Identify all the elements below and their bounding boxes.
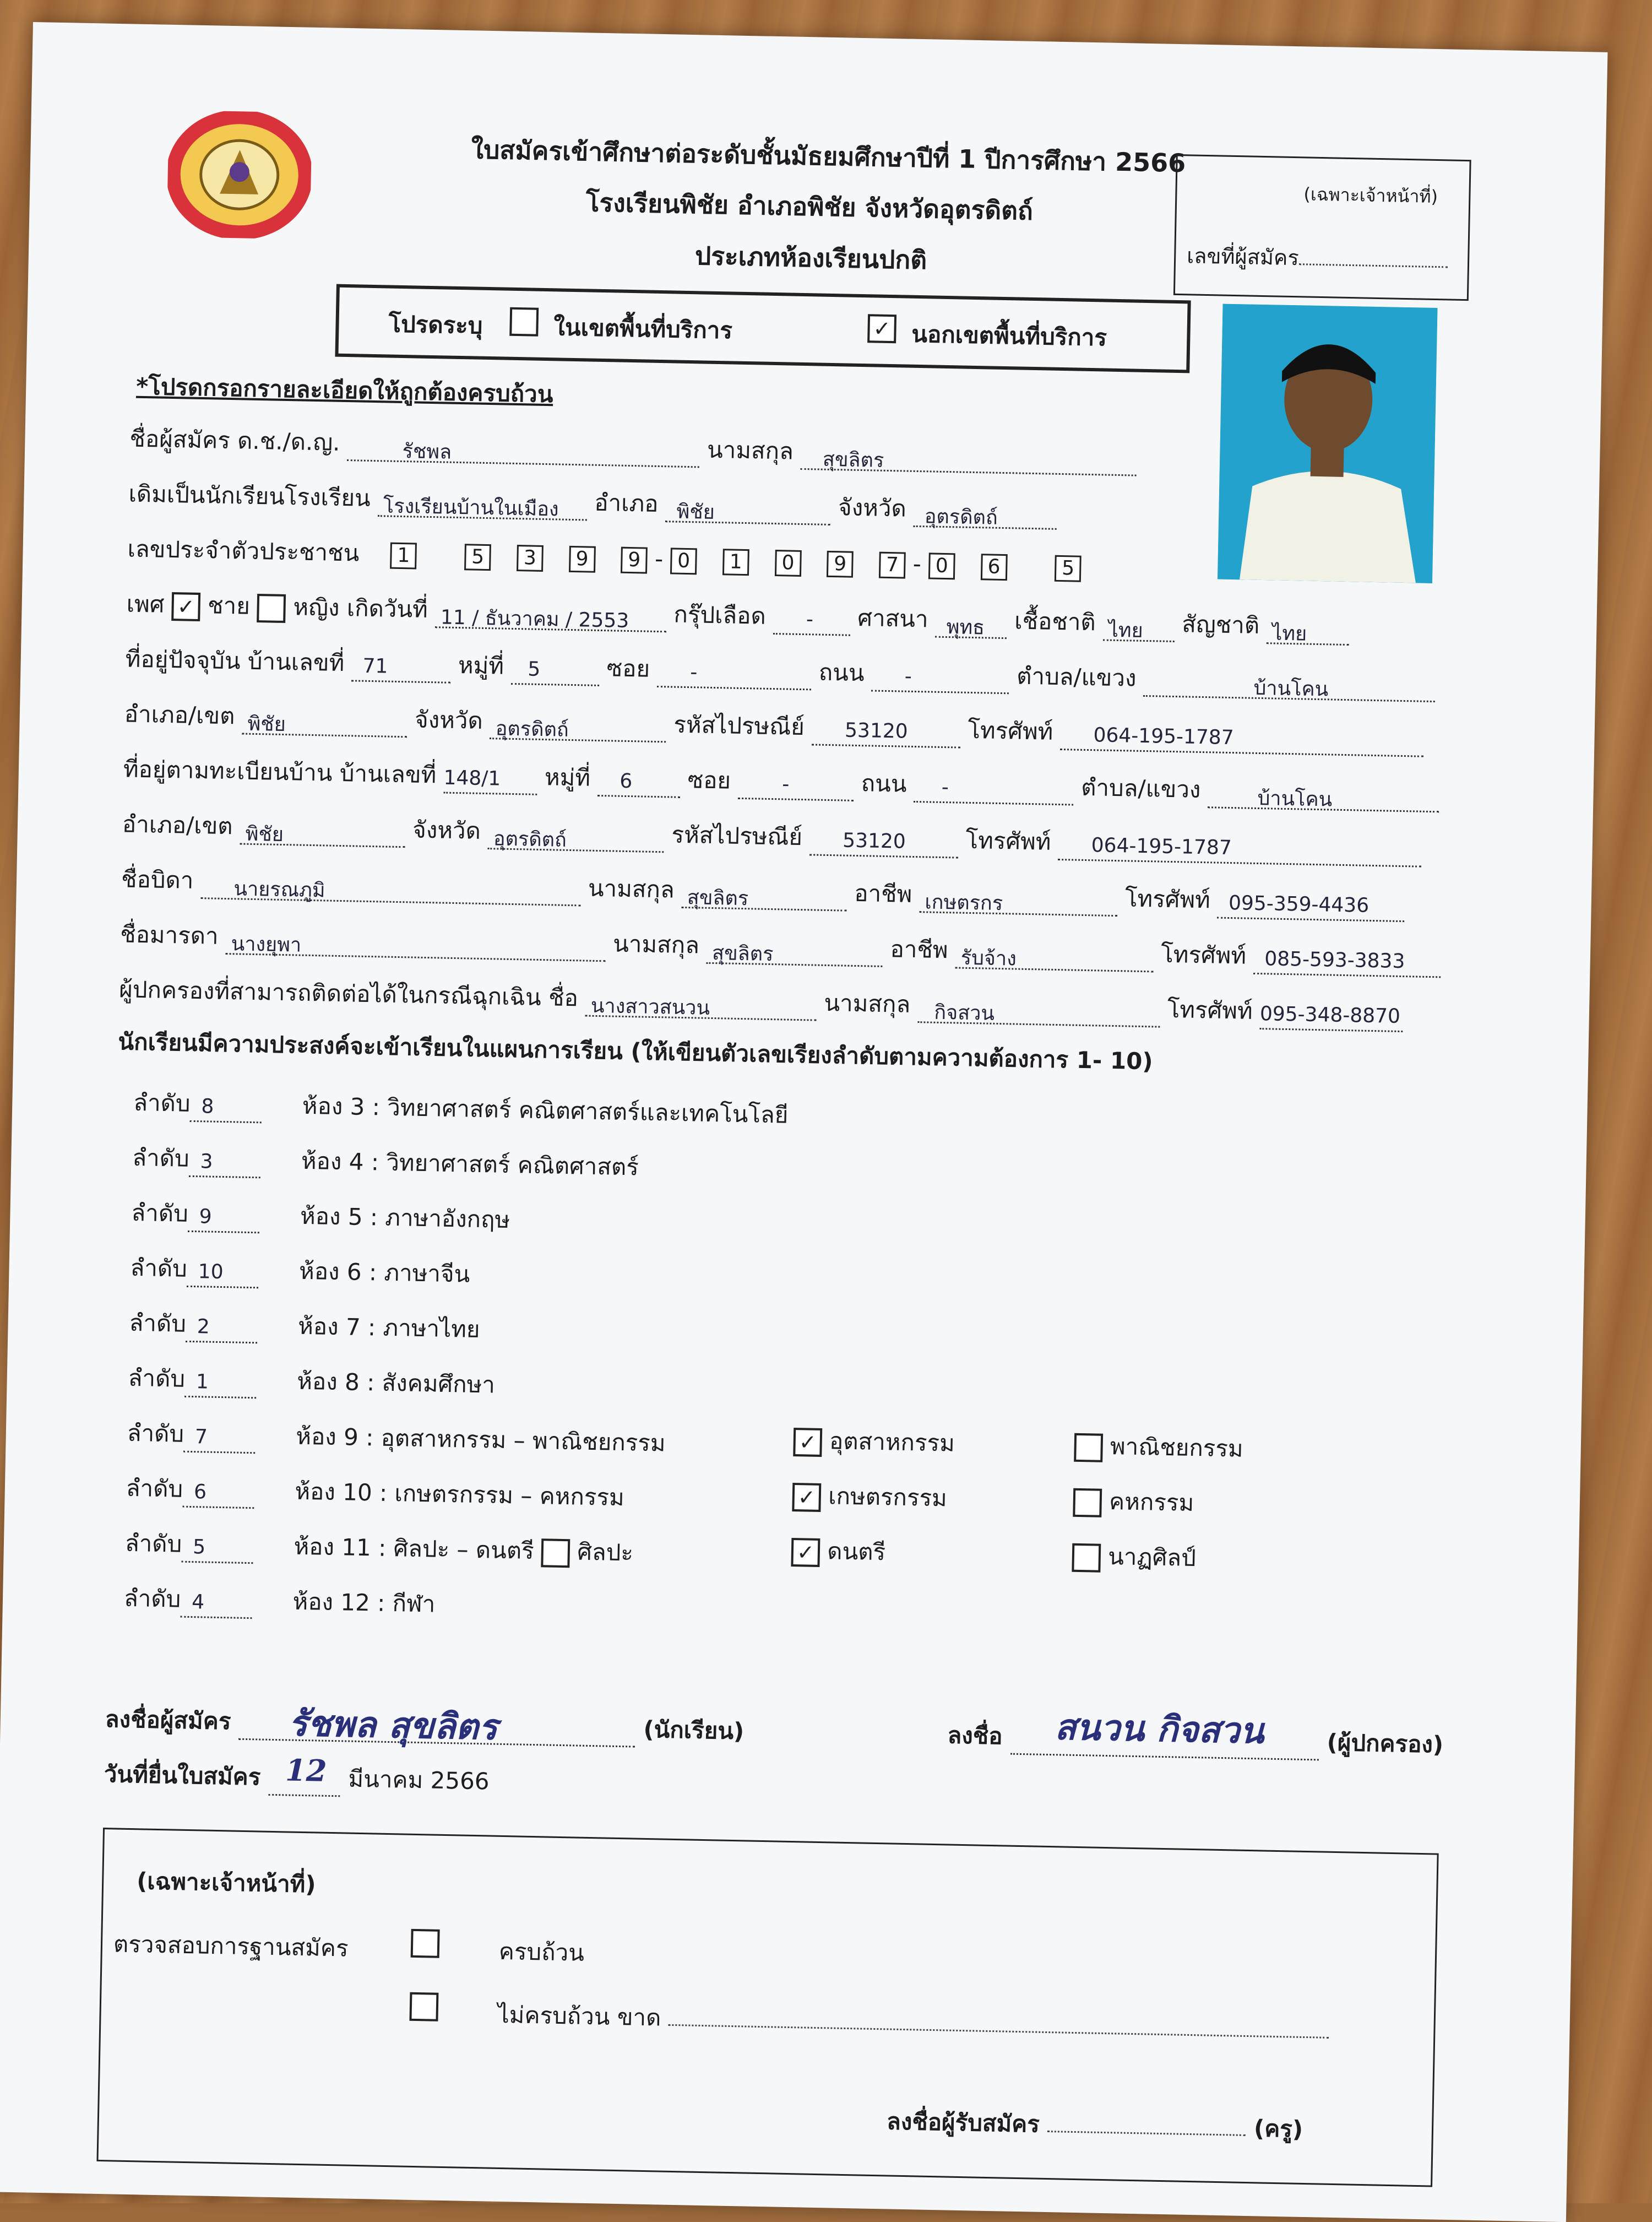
registered-province-field[interactable] [488, 826, 665, 853]
rank-value: 10 [198, 1260, 224, 1284]
mother-phone-field[interactable] [1253, 947, 1441, 978]
rank-value: 5 [192, 1536, 206, 1559]
registered-phone-value: 064-195-1787 [1091, 834, 1232, 860]
art-checkbox[interactable] [541, 1538, 570, 1568]
registered-amphoe-label: อำเภอ/เขต [122, 810, 233, 840]
room-name: ห้อง 9 : อุตสาหกรรม – พาณิชยกรรม [295, 1422, 666, 1457]
registered-amphoe-field[interactable] [240, 821, 405, 848]
rank-label: ลำดับ [129, 1309, 187, 1337]
race-field[interactable] [1102, 617, 1175, 642]
commerce-checkbox[interactable] [1074, 1433, 1103, 1462]
rank-value: 7 [194, 1426, 208, 1449]
mother-job-value: รับจ้าง [960, 946, 1017, 971]
current-house-no-value: 71 [362, 654, 388, 678]
rank-field[interactable] [188, 1205, 260, 1233]
guardian-name-field[interactable] [585, 993, 817, 1021]
id-separator: - [654, 545, 664, 573]
father-job-field[interactable] [919, 889, 1118, 917]
rank-field[interactable] [183, 1481, 255, 1509]
registered-house-no-field[interactable] [443, 766, 537, 795]
current-postcode-field[interactable] [812, 719, 961, 748]
applicant-signature-label: ลงชื่อผู้สมัคร [105, 1705, 231, 1735]
guardian-label: ผู้ปกครองที่สามารถติดต่อได้ในกรณีฉุกเฉิน ชื่อ [118, 975, 579, 1012]
complete-checkbox[interactable] [411, 1929, 440, 1958]
rank-label: ลำดับ [130, 1254, 188, 1282]
father-name-value: นายรณภูมิ [233, 877, 325, 902]
school-province-label: จังหวัด [838, 494, 907, 522]
registered-moo-field[interactable] [597, 769, 681, 798]
registered-tambon-label: ตำบล/แขวง [1080, 773, 1201, 803]
father-surname-label: นามสกุล [588, 874, 675, 903]
id-digit-box[interactable]: 9 [827, 550, 854, 577]
guardian-surname-label: นามสกุล [824, 989, 911, 1018]
birth-date-label: เกิดวันที่ [346, 594, 428, 623]
study-plan-heading: นักเรียนมีความประสงค์จะเข้าเรียนในแผนการเรียน (ให้เขียนตัวเลขเรียงลำดับตามความต้องการ 1- 10) [118, 1028, 1154, 1075]
father-name-field[interactable] [200, 875, 581, 906]
mother-name-value: นางยุพา [231, 933, 302, 957]
id-digit-box[interactable]: 1 [722, 549, 749, 576]
current-phone-value: 064-195-1787 [1093, 724, 1234, 750]
registered-tambon-field[interactable] [1208, 784, 1439, 812]
thai-dance-label: นาฏศิลป์ [1107, 1542, 1197, 1572]
registered-address-row2 [122, 806, 1422, 867]
female-label: หญิง [293, 593, 340, 621]
blood-group-field[interactable] [773, 608, 850, 636]
form-title-line2: โรงเรียนพิชัย อำเภอพิชัย จังหวัดอุตรดิตถ์ [585, 187, 1034, 226]
rank-field[interactable] [182, 1536, 254, 1564]
registered-amphoe-value: พิชัย [245, 822, 284, 847]
mother-surname-field[interactable] [707, 940, 883, 967]
school-province-value: อุตรดิตถ์ [924, 505, 998, 529]
option-commerce [1074, 1428, 1243, 1467]
school-amphoe-value: พิชัย [676, 500, 715, 524]
room-name: ห้อง 4 : วิทยาศาสตร์ คณิตศาสตร์ [301, 1147, 639, 1181]
father-job-label: อาชีพ [854, 879, 912, 908]
current-road-label: ถนน [818, 658, 865, 687]
registered-road-field[interactable] [914, 776, 1074, 806]
room-name: ห้อง 11 : ศิลปะ – ดนตรี [294, 1532, 535, 1564]
school-seal-logo [167, 110, 312, 240]
applicant-name-row [129, 421, 1137, 476]
guardian-role: (ผู้ปกครอง) [1327, 1728, 1444, 1758]
school-amphoe-field[interactable] [665, 498, 831, 525]
document-check-label: ตรวจสอบการฐานสมัคร [113, 1930, 349, 1962]
option-music [791, 1532, 885, 1570]
female-checkbox[interactable] [257, 594, 286, 623]
rank-label: ลำดับ [123, 1584, 181, 1613]
guardian-phone-field[interactable] [1259, 1002, 1403, 1032]
mother-phone-label: โทรศัพท์ [1160, 940, 1247, 969]
id-digit-box[interactable]: 5 [1055, 555, 1082, 582]
guardian-signature-field[interactable] [1010, 1706, 1319, 1761]
registered-postcode-field[interactable] [809, 829, 959, 858]
mother-row [120, 916, 1441, 978]
incomplete-checkbox[interactable] [409, 1992, 438, 2022]
rank-label: ลำดับ [128, 1364, 186, 1392]
agriculture-label: เกษตรกรรม [828, 1482, 948, 1512]
application-day-field[interactable] [268, 1752, 340, 1797]
mother-phone-value: 085-593-3833 [1264, 947, 1405, 973]
commerce-label: พาณิชยกรรม [1110, 1433, 1244, 1462]
previous-school-field[interactable] [378, 493, 588, 521]
id-digit-box[interactable]: 0 [928, 552, 955, 579]
applicant-signature-row [105, 1701, 745, 1749]
rank-value: 6 [193, 1481, 207, 1504]
rank-value: 1 [195, 1370, 209, 1394]
rank-field[interactable] [189, 1150, 261, 1178]
previous-school-label: เดิมเป็นนักเรียนโรงเรียน [128, 480, 371, 512]
rank-label: ลำดับ [124, 1529, 182, 1558]
father-phone-value: 095-359-4436 [1228, 891, 1370, 917]
complete-label: ครบถ้วน [498, 1937, 585, 1966]
registered-address-row1 [123, 751, 1439, 812]
race-label: เชื้อชาติ [1014, 607, 1096, 636]
registered-moo-label: หมู่ที่ [544, 763, 591, 792]
plan-item [126, 1470, 624, 1516]
current-province-field[interactable] [490, 716, 666, 743]
staff-use-box [96, 1828, 1438, 2187]
form-title-line3: ประเภทห้องเรียนปกติ [694, 241, 927, 275]
mother-job-field[interactable] [955, 945, 1154, 972]
father-phone-label: โทรศัพท์ [1124, 885, 1211, 914]
current-tambon-label: ตำบล/แขวง [1016, 662, 1137, 692]
surname-field[interactable] [801, 446, 1137, 476]
current-postcode-value: 53120 [844, 719, 909, 743]
rank-label: ลำดับ [127, 1419, 184, 1448]
incomplete-label: ไม่ครบถ้วน ขาด [497, 2001, 661, 2031]
registered-road-value: - [941, 776, 949, 799]
registered-road-label: ถนน [861, 769, 907, 798]
receiver-signature-label: ลงชื่อผู้รับสมัคร [886, 2107, 1040, 2138]
industry-checkbox[interactable]: ✓ [793, 1427, 822, 1456]
plan-item [131, 1195, 510, 1238]
id-digit-box[interactable]: 5 [464, 544, 491, 571]
form-title-line1: ใบสมัครเข้าศึกษาต่อระดับชั้นมัธยมศึกษาปีที่ 1 ปีการศึกษา 2566 [471, 134, 1186, 178]
mother-surname-value: สุขลิตร [711, 941, 774, 966]
incomplete-row [497, 1997, 1329, 2049]
first-name-field[interactable] [347, 437, 700, 468]
inside-area-checkbox[interactable] [509, 307, 539, 337]
plan-item [127, 1415, 666, 1462]
industry-label: อุตสาหกรรม [829, 1427, 955, 1457]
registered-moo-value: 6 [619, 769, 633, 793]
staff-box-title: (เฉพาะเจ้าหน้าที่) [136, 1867, 317, 1898]
rank-value: 9 [199, 1205, 212, 1228]
service-area-box [335, 284, 1191, 373]
home-economics-label: คหกรรม [1108, 1488, 1194, 1516]
current-moo-field[interactable] [511, 658, 600, 686]
plan-item [133, 1085, 789, 1134]
room-name: ห้อง 8 : สังคมศึกษา [296, 1367, 496, 1399]
id-separator: - [912, 550, 922, 578]
current-address-row2 [124, 696, 1424, 757]
rank-field[interactable] [184, 1370, 257, 1399]
room-name: ห้อง 7 : ภาษาไทย [297, 1312, 480, 1343]
guardian-surname-field[interactable] [917, 999, 1160, 1027]
surname-value: สุขลิตร [822, 448, 884, 472]
music-checkbox[interactable]: ✓ [791, 1537, 820, 1567]
id-digit-box[interactable]: 7 [879, 551, 906, 578]
first-name-value: รัชพล [402, 440, 452, 464]
receiver-signature-field[interactable] [1047, 2131, 1246, 2136]
registered-tambon-value: บ้านโคน [1257, 787, 1333, 811]
rank-field[interactable] [187, 1260, 259, 1288]
guardian-signature-row [947, 1706, 1444, 1763]
rank-value: 2 [197, 1315, 210, 1338]
application-month-year: มีนาคม 2566 [348, 1765, 490, 1795]
registered-province-label: จังหวัด [412, 816, 481, 844]
official-box-title: (เฉพาะเจ้าหน้าที่) [1303, 183, 1438, 208]
plan-item [129, 1305, 480, 1348]
plan-item [123, 1580, 436, 1623]
current-amphoe-value: พิชัย [247, 712, 286, 736]
registered-phone-label: โทรศัพท์ [965, 826, 1051, 855]
home-economics-checkbox[interactable] [1073, 1488, 1102, 1517]
guardian-phone-value: 095-348-8870 [1259, 1002, 1401, 1028]
current-address-row1 [125, 641, 1436, 702]
applicant-name-label: ชื่อผู้สมัคร ด.ช./ด.ญ. [129, 425, 340, 456]
current-house-no-field[interactable] [351, 654, 451, 683]
registered-soi-field[interactable] [738, 773, 854, 801]
rank-label: ลำดับ [126, 1474, 183, 1503]
agriculture-checkbox[interactable]: ✓ [792, 1482, 821, 1511]
registered-soi-value: - [781, 773, 790, 796]
application-form-sheet [0, 22, 1607, 2222]
previous-school-value: โรงเรียนบ้านในเมือง [383, 495, 559, 521]
religion-value: พุทธ [946, 616, 985, 639]
surname-label: นามสกุล [707, 436, 794, 465]
nationality-field[interactable] [1267, 620, 1350, 646]
option-agriculture [792, 1477, 947, 1516]
mother-label: ชื่อมารดา [119, 920, 219, 950]
current-soi-value: - [689, 661, 698, 684]
applicant-signature-field[interactable] [238, 1703, 635, 1748]
application-date-label: วันที่ยื่นใบสมัคร [104, 1760, 261, 1791]
official-use-box [1173, 154, 1471, 301]
father-job-value: เกษตรกร [925, 891, 1003, 915]
option-home-economics [1073, 1483, 1194, 1521]
applicant-number-label: เลขที่ผู้สมัคร [1187, 239, 1448, 277]
id-digit-box[interactable]: 0 [775, 550, 802, 577]
current-amphoe-field[interactable] [242, 711, 407, 738]
current-tambon-value: บ้านโคน [1253, 676, 1329, 701]
outside-area-checkbox[interactable]: ✓ [867, 314, 896, 343]
blood-group-value: - [806, 608, 814, 631]
religion-label: ศาสนา [857, 604, 929, 633]
room-name: ห้อง 10 : เกษตรกรรม – คหกรรม [295, 1477, 625, 1511]
guardian-phone-label: โทรศัพท์ [1167, 995, 1253, 1025]
religion-field[interactable] [935, 614, 1007, 639]
current-tambon-field[interactable] [1143, 673, 1436, 702]
applicant-photo [1218, 304, 1438, 583]
registered-province-value: อุตรดิตถ์ [493, 827, 567, 852]
receiver-role: (ครู) [1253, 2115, 1303, 2143]
inside-area-label: ในเขตพื้นที่บริการ [553, 313, 733, 344]
current-address-label: ที่อยู่ปัจจุบัน บ้านเลขที่ [125, 645, 345, 677]
mother-job-label: อาชีพ [890, 935, 949, 964]
rank-field[interactable] [186, 1315, 258, 1343]
gender-label: เพศ [126, 590, 165, 618]
race-value: ไทย [1108, 619, 1144, 642]
birth-date-field[interactable] [435, 604, 667, 632]
current-amphoe-label: อำเภอ/เขต [124, 700, 235, 730]
father-row [121, 861, 1405, 922]
father-label: ชื่อบิดา [121, 865, 194, 894]
school-amphoe-label: อำเภอ [594, 489, 659, 517]
guardian-signature: สนวน กิจสวน [1054, 1706, 1264, 1752]
male-label: ชาย [207, 592, 251, 620]
guardian-surname-value: กิจสวน [933, 1001, 995, 1025]
current-moo-value: 5 [527, 658, 541, 681]
rank-value: 3 [200, 1150, 213, 1173]
thai-dance-checkbox[interactable] [1072, 1543, 1101, 1572]
plan-item [132, 1140, 639, 1186]
missing-items-field[interactable] [669, 2024, 1329, 2039]
rank-label: ลำดับ [132, 1143, 190, 1172]
guardian-name-value: นางสาวสนวน [590, 994, 710, 1020]
id-digit-box[interactable]: 1 [390, 542, 417, 569]
rank-label: ลำดับ [133, 1088, 191, 1117]
id-digit-box[interactable]: 9 [569, 545, 596, 572]
current-province-value: อุตรดิตถ์ [495, 717, 569, 741]
mother-name-field[interactable] [225, 931, 606, 962]
national-id-label: เลขประจำตัวประชาชน [127, 535, 360, 567]
room-name: ห้อง 6 : ภาษาจีน [298, 1257, 470, 1288]
applicant-signature: รัชพล สุขลิตร [288, 1703, 498, 1748]
plan-item [130, 1250, 470, 1293]
current-soi-field[interactable] [657, 661, 812, 690]
applicant-number-field[interactable] [1299, 263, 1448, 268]
current-postcode-label: รหัสไปรษณีย์ [673, 711, 805, 741]
blood-group-label: กรุ๊ปเลือด [673, 600, 767, 630]
guardian-signature-label: ลงชื่อ [947, 1721, 1003, 1750]
plan-item [124, 1525, 633, 1571]
registered-house-no-value: 148/1 [443, 766, 501, 790]
room-name: ห้อง 12 : กีฬา [292, 1587, 436, 1618]
father-phone-field[interactable] [1218, 891, 1405, 923]
registered-postcode-label: รหัสไปรษณีย์ [671, 821, 803, 851]
current-phone-label: โทรศัพท์ [968, 716, 1053, 745]
music-label: ดนตรี [827, 1537, 886, 1566]
room-name: ห้อง 3 : วิทยาศาสตร์ คณิตศาสตร์และเทคโนโลยี [302, 1092, 789, 1129]
instruction-note: *โปรดกรอกรายละเอียดให้ถูกต้องครบถ้วน [135, 372, 553, 408]
plan-item [128, 1360, 495, 1403]
option-industry [793, 1422, 955, 1462]
nationality-value: ไทย [1271, 622, 1307, 646]
rank-field[interactable] [183, 1426, 256, 1454]
application-date-row [104, 1752, 490, 1800]
outside-area-label: นอกเขตพื้นที่บริการ [911, 320, 1107, 351]
room-name: ห้อง 5 : ภาษาอังกฤษ [300, 1202, 510, 1234]
father-surname-field[interactable] [681, 885, 847, 912]
id-digit-box[interactable]: 6 [981, 554, 1008, 581]
current-road-field[interactable] [871, 665, 1009, 694]
rank-label: ลำดับ [131, 1199, 189, 1227]
application-day-value: 12 [285, 1752, 327, 1789]
registered-address-label: ที่อยู่ตามทะเบียนบ้าน บ้านเลขที่ [123, 755, 437, 789]
rank-value: 4 [191, 1591, 205, 1614]
male-checkbox[interactable]: ✓ [171, 592, 200, 621]
id-digit-box[interactable]: 3 [517, 545, 544, 572]
guardian-row [119, 971, 1404, 1032]
current-soi-label: ซอย [606, 654, 650, 682]
current-moo-label: หมู่ที่ [458, 652, 504, 680]
current-province-label: จังหวัด [414, 706, 483, 734]
registered-postcode-value: 53120 [842, 829, 906, 853]
national-id-row [127, 530, 1082, 585]
birth-date-value: 11 / ธันวาคม / 2553 [440, 606, 629, 632]
applicant-role: (นักเรียน) [643, 1715, 745, 1745]
current-phone-field[interactable] [1060, 724, 1424, 757]
father-surname-value: สุขลิตร [687, 886, 749, 911]
registered-phone-field[interactable] [1058, 834, 1422, 868]
school-province-field[interactable] [914, 503, 1057, 530]
art-label: ศิลปะ [577, 1538, 634, 1567]
registered-soi-label: ซอย [687, 766, 731, 794]
rank-field[interactable] [181, 1591, 253, 1619]
previous-school-row [128, 475, 1057, 529]
id-digit-box[interactable]: 9 [621, 546, 648, 573]
receiver-signature-row [886, 2103, 1303, 2148]
current-road-value: - [904, 665, 912, 688]
rank-field[interactable] [190, 1095, 262, 1123]
mother-surname-label: นามสกุล [612, 930, 700, 959]
rank-value: 8 [201, 1095, 214, 1118]
gender-birth-row [126, 586, 1350, 646]
id-digit-box[interactable]: 0 [670, 548, 697, 575]
nationality-label: สัญชาติ [1181, 610, 1260, 639]
area-prompt: โปรดระบุ [388, 310, 483, 339]
option-thai-dance [1072, 1538, 1196, 1576]
